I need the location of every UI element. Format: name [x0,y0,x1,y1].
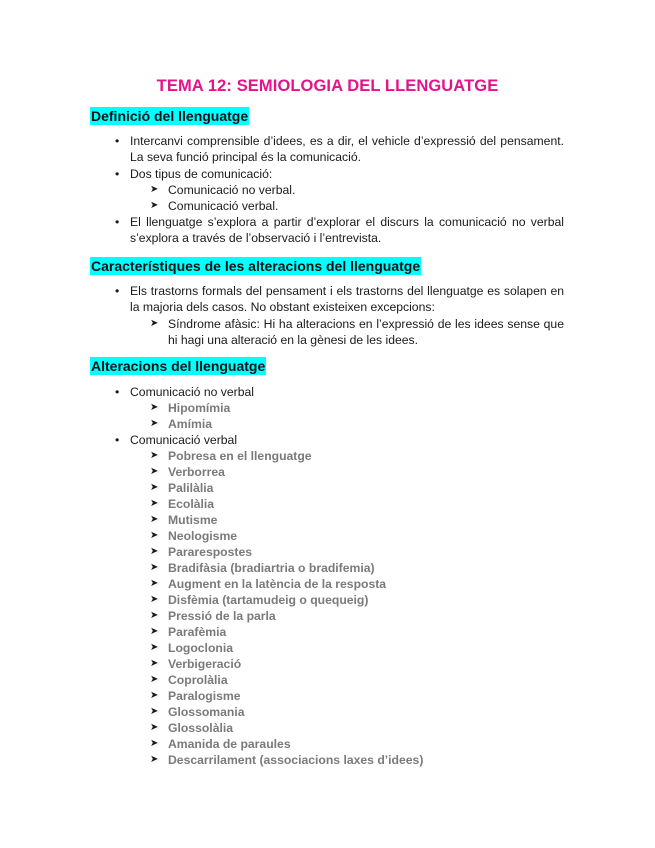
alteration-item: Pobresa en el llenguatge [168,449,312,463]
bullet-icon: • [115,284,120,298]
arrow-bullet-icon: ➤ [150,418,159,429]
arrow-bullet-icon: ➤ [150,658,159,669]
arrow-bullet-icon: ➤ [150,562,159,573]
alteration-item: Ecolàlia [168,497,215,511]
arrow-bullet-icon: ➤ [150,626,159,637]
alteration-item: Neologisme [168,529,238,543]
arrow-bullet-icon: ➤ [150,184,159,195]
arrow-bullet-icon: ➤ [150,594,159,605]
bullet-text: Comunicació no verbal [130,385,254,399]
arrow-bullet-icon: ➤ [150,514,159,525]
alteration-item: Palilàlia [168,481,214,495]
arrow-bullet-icon: ➤ [150,482,159,493]
bullet-text: Intercanvi comprensible d’idees, es a dir, el vehicle d’expressió del pensament. La seva funció principal és la comunicació. [130,134,564,164]
bullet-text: El llenguatge s’explora a partir d’explorar el discurs la comunicació no verbal s’explora a través de l’observació i l’entrevista. [130,215,564,245]
alteration-item: Mutisme [168,513,218,527]
bullet-text: Els trastorns formals del pensament i els trastorns del llenguatge es solapen en la majoria dels casos. No obstant existeixen excepcions: [130,284,564,314]
alteration-item: Hipomímia [168,401,231,415]
alteration-item: Parafèmia [168,625,227,639]
bullet-icon: • [115,433,120,447]
alteration-item: Pararespostes [168,545,253,559]
arrow-bullet-icon: ➤ [150,200,159,211]
section-heading-definicio: Definició del llenguatge [91,108,249,124]
bullet-icon: • [115,134,120,148]
bullet-icon: • [115,385,120,399]
arrow-bullet-icon: ➤ [150,530,159,541]
alteration-item: Disfèmia (tartamudeig o quequeig) [168,593,369,607]
arrow-bullet-icon: ➤ [150,674,159,685]
alteration-item: Bradifàsia (bradiartria o bradifemia) [168,561,375,575]
alteration-item: Paralogisme [168,689,241,703]
arrow-bullet-icon: ➤ [150,466,159,477]
alteration-item: Pressió de la parla [168,609,276,623]
sub-item-text: Comunicació verbal. [168,199,279,213]
alteration-item: Amanida de paraules [168,737,291,751]
alteration-item: Amímia [168,417,213,431]
alteration-item: Verbigeració [168,657,242,671]
bullet-icon: • [115,215,120,229]
alteration-item: Logoclonia [168,641,233,655]
bullet-icon: • [115,167,120,181]
arrow-bullet-icon: ➤ [150,578,159,589]
bullet-text: Comunicació verbal [130,433,238,447]
sub-item-text: Comunicació no verbal. [168,183,296,197]
arrow-bullet-icon: ➤ [150,546,159,557]
arrow-bullet-icon: ➤ [150,642,159,653]
alteration-item: Descarrilament (associacions laxes d’idees) [168,753,424,767]
alteration-item: Glossomania [168,705,245,719]
alteration-item: Augment en la latència de la resposta [168,577,387,591]
arrow-bullet-icon: ➤ [150,318,159,329]
document-title: TEMA 12: SEMIOLOGIA DEL LLENGUATGE [156,77,499,95]
arrow-bullet-icon: ➤ [150,690,159,701]
sub-item-text: Síndrome afàsic: Hi ha alteracions en l’expressió de les idees sense que hi hagi una alteració en la gènesi de les idees. [168,317,564,347]
section-heading-alteracions: Alteracions del llenguatge [91,358,266,374]
arrow-bullet-icon: ➤ [150,402,159,413]
arrow-bullet-icon: ➤ [150,498,159,509]
alteration-item: Verborrea [168,465,225,479]
alteration-item: Coprolàlia [168,673,228,687]
arrow-bullet-icon: ➤ [150,722,159,733]
arrow-bullet-icon: ➤ [150,754,159,765]
alteration-item: Glossolàlia [168,721,234,735]
bullet-text: Dos tipus de comunicació: [130,167,273,181]
arrow-bullet-icon: ➤ [150,738,159,749]
arrow-bullet-icon: ➤ [150,706,159,717]
arrow-bullet-icon: ➤ [150,450,159,461]
section-heading-caracteristiques: Característiques de les alteracions del llenguatge [91,258,421,274]
arrow-bullet-icon: ➤ [150,610,159,621]
